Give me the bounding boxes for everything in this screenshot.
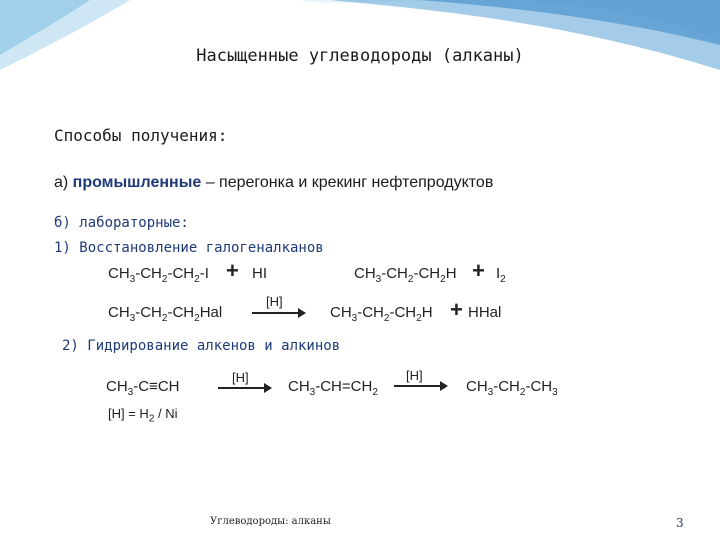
lab-heading: б) лабораторные: xyxy=(54,215,189,231)
eq2-product2: HHal xyxy=(468,304,502,321)
eq1-plus-2: + xyxy=(472,258,485,283)
eq1-reactant: $CH_3-CH_2-CH_2-I$ xyxy=(108,265,209,285)
eq3-alkyne: $CH_3-C\equiv CH$ xyxy=(106,378,180,398)
eq1-product2: $I_2$ xyxy=(496,265,506,285)
eq3-alkene: $CH_3-CH=CH_2$ xyxy=(288,378,378,398)
industrial-description: – перегонка и крекинг нефтепродуктов xyxy=(201,174,494,191)
eq1-reagent: HI xyxy=(252,265,267,282)
industrial-prefix: а) xyxy=(54,174,73,191)
industrial-method-line xyxy=(54,174,493,192)
eq3-alkane: $CH_3-CH_2-CH_3$ xyxy=(466,378,558,398)
eq3-condition-2: [H] xyxy=(406,368,423,383)
method1-label: 1) Восстановление галогеналканов xyxy=(54,240,324,256)
slide-title: Насыщенные углеводороды (алканы) xyxy=(196,46,524,66)
eq3-catalyst: $[H] = H_2 / Ni$ xyxy=(108,406,178,425)
industrial-highlight: промышленные xyxy=(72,174,202,191)
eq3-arrow-1 xyxy=(218,387,270,389)
footer-text: Углеводороды: алканы xyxy=(210,516,331,527)
page-number: 3 xyxy=(676,516,684,530)
eq1-plus: + xyxy=(226,258,239,283)
eq3-arrow-2 xyxy=(394,385,446,387)
eq3-condition-1: [H] xyxy=(232,370,249,385)
eq2-product: $CH_3-CH_2-CH_2H$ xyxy=(330,304,433,324)
eq2-arrow xyxy=(252,312,304,314)
method2-label: 2) Гидрирование алкенов и алкинов xyxy=(62,338,341,354)
section-heading: Способы получения: xyxy=(54,126,228,145)
eq2-condition: [H] xyxy=(266,294,283,309)
eq1-product: $CH_3-CH_2-CH_2H$ xyxy=(354,265,457,285)
eq2-plus: + xyxy=(450,297,463,322)
eq2-reactant: $CH_3-CH_2-CH_2Hal$ xyxy=(108,304,223,324)
